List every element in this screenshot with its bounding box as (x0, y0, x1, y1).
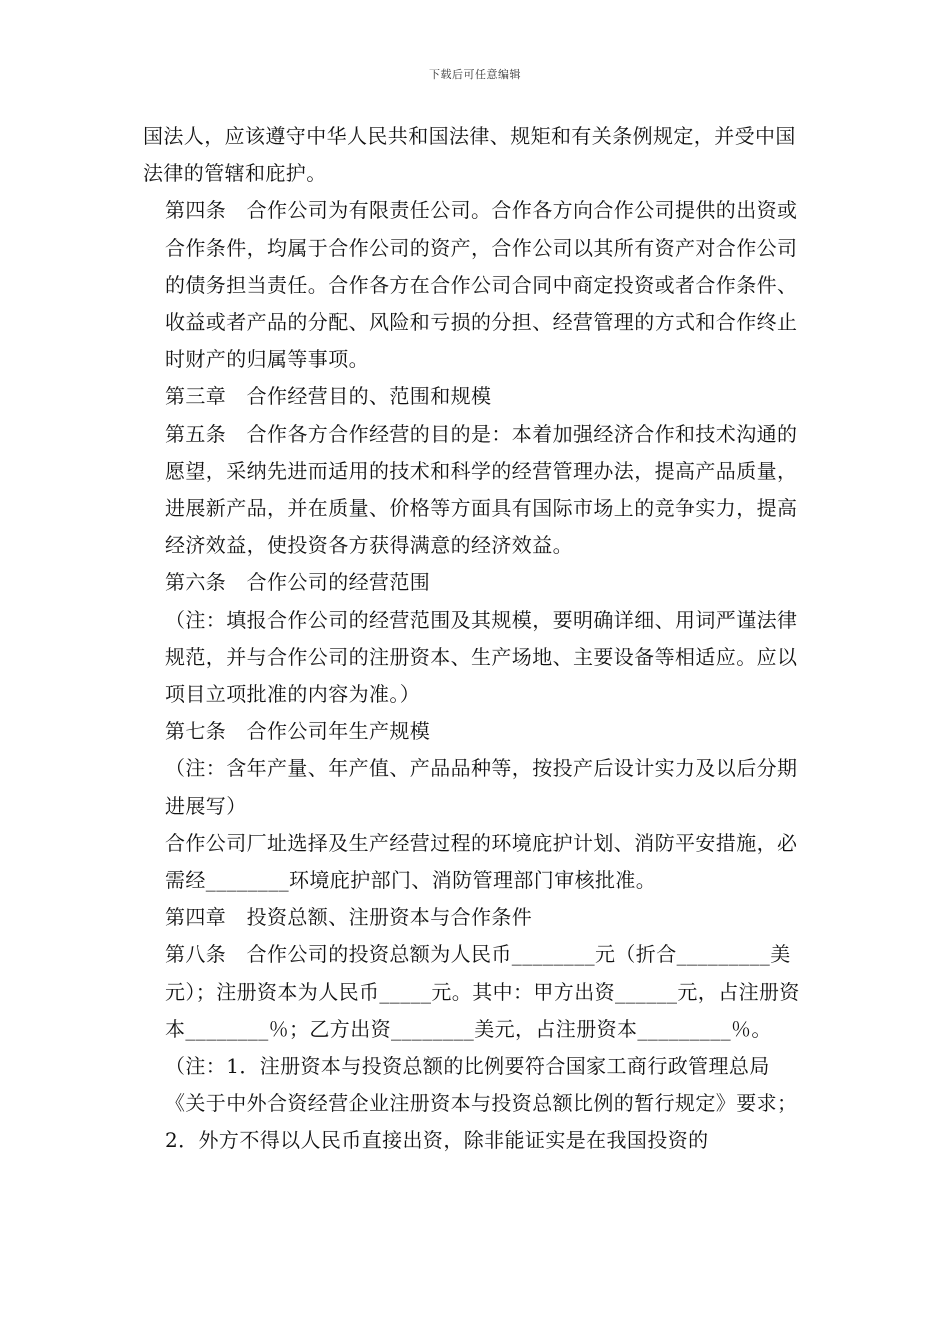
article-6: 第六条 合作公司的经营范围 (165, 570, 431, 595)
chapter-3-heading: 第三章 合作经营目的、范围和规模 (165, 384, 492, 409)
article-7-note: （注：含年产量、年产值、产品品种等，按投产后设计实力及以后分期进展写） (165, 756, 798, 818)
article-8-note: （注：1．注册资本与投资总额的比例要符合国家工商行政管理总局《关于中外合资经营企业注册资本与投资总额比例的暂行规定》要求；2．外方不得以人民币直接出资，除非能证实是在我国投资的 (165, 1054, 798, 1153)
article-6-note: （注：填报合作公司的经营范围及其规模，要明确详细、用词严谨法律规范，并与合作公司的注册资本、生产场地、主要设备等相适应。应以项目立项批准的内容为准。） (165, 607, 798, 707)
paragraph-continuation: 国法人，应该遵守中华人民共和国法律、规矩和有关条例规定，并受中国法律的管辖和庇护。 (143, 124, 796, 186)
chapter-4-heading: 第四章 投资总额、注册资本与合作条件 (165, 905, 533, 930)
environment-approval-paragraph: 合作公司厂址选择及生产经营过程的环境庇护计划、消防平安措施，必需经________环境庇护部门、消防管理部门审核批准。 (165, 830, 798, 893)
page-header-note: 下载后可任意编辑 (429, 68, 521, 81)
article-8: 第八条 合作公司的投资总额为人民币________元（折合_________美元）；注册资本为人民币_____元。其中：甲方出资______元，占注册资本________％；乙方出资________美元，占注册资本_________％。 (165, 942, 800, 1041)
article-7: 第七条 合作公司年生产规模 (165, 719, 431, 744)
article-4: 第四条 合作公司为有限责任公司。合作各方向合作公司提供的出资或合作条件，均属于合作公司的资产，合作公司以其所有资产对合作公司的债务担当责任。合作各方在合作公司合同中商定投资或者合作条件、收益或者产品的分配、风险和亏损的分担、经营管理的方式和合作终止时财产的归属等事项。 (165, 198, 798, 372)
article-5: 第五条 合作各方合作经营的目的是：本着加强经济合作和技术沟通的愿望，采纳先进而适用的技术和科学的经营管理办法，提高产品质量，进展新产品，并在质量、价格等方面具有国际市场上的竞争实力，提高经济效益，使投资各方获得满意的经济效益。 (165, 421, 798, 558)
document-body (143, 118, 808, 1160)
